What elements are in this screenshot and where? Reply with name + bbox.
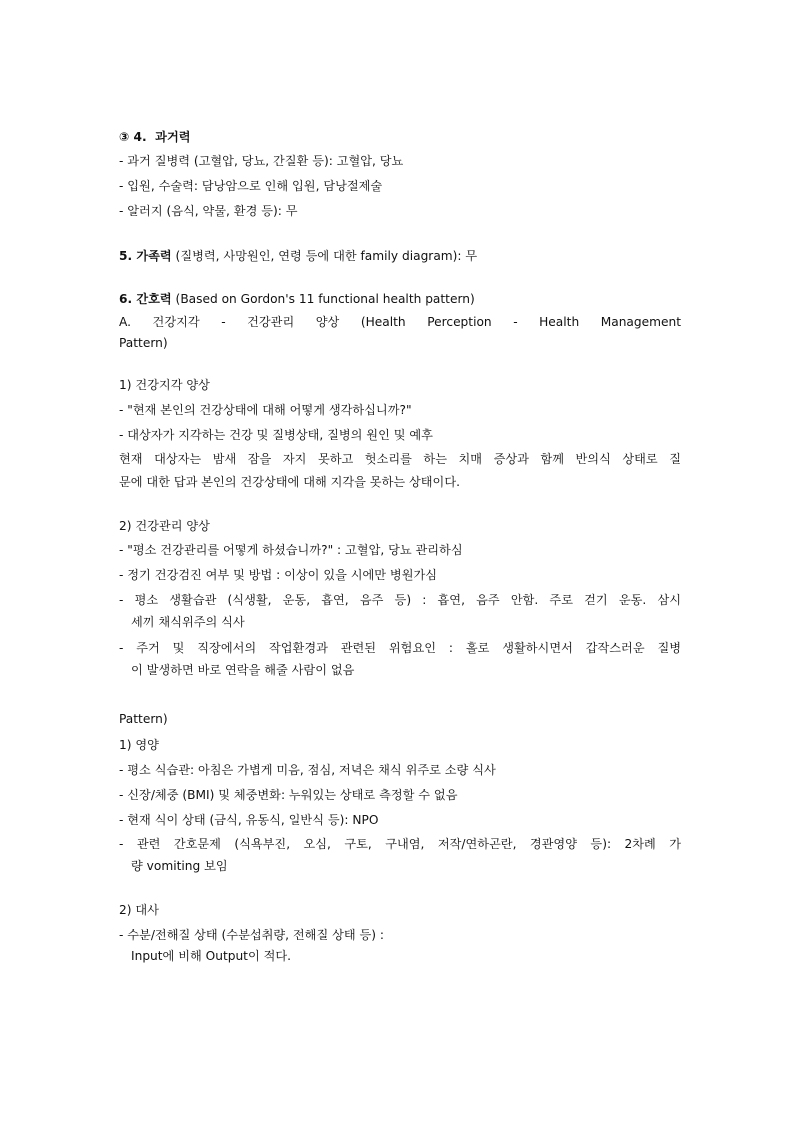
pattern-subtitle: A. 건강지각 - 건강관리 양상 (Health Perception - Health Management bbox=[119, 315, 681, 329]
nutrition-item: - 관련 간호문제 (식욕부진, 오심, 구토, 구내염, 저작/연하곤란, 경관영양 등): 2차례 가 bbox=[119, 837, 681, 851]
past-history-heading bbox=[119, 129, 191, 145]
management-item: - "평소 건강관리를 어떻게 하셨습니까?" : 고혈압, 당뇨 관리하심 bbox=[119, 543, 463, 557]
past-history-item: - 입원, 수술력: 담낭암으로 인해 입원, 담낭절제술 bbox=[119, 179, 383, 193]
heading-rest: (질병력, 사망원인, 연령 등에 대한 family diagram): 무 bbox=[171, 249, 478, 263]
nutrition-pattern-label: Pattern) bbox=[119, 712, 168, 726]
past-history-item: - 과거 질병력 (고혈압, 당뇨, 간질환 등): 고혈압, 당뇨 bbox=[119, 154, 404, 168]
heading-label: 5. 가족력 bbox=[119, 249, 172, 263]
perception-item: - 대상자가 지각하는 건강 및 질병상태, 질병의 원인 및 예후 bbox=[119, 428, 433, 442]
past-history-item: - 알러지 (음식, 약물, 환경 등): 무 bbox=[119, 204, 298, 218]
heading-label: 6. 간호력 bbox=[119, 292, 172, 306]
nursing-history-heading bbox=[119, 291, 475, 307]
metabolism-item: - 수분/전해질 상태 (수분섭취량, 전해질 상태 등) : bbox=[119, 928, 385, 942]
management-item: - 평소 생활습관 (식생활, 운동, 흡연, 음주 등) : 흡연, 음주 안함. 주로 걷기 운동. 삼시 bbox=[119, 593, 681, 607]
management-item-cont: 이 발생하면 바로 연락을 해줄 사람이 없음 bbox=[131, 663, 355, 677]
heading-rest: (Based on Gordon's 11 functional health pattern) bbox=[171, 292, 475, 306]
family-history-heading bbox=[119, 248, 477, 264]
metabolism-item-value: Input에 비해 Output이 적다. bbox=[131, 949, 292, 963]
metabolism-title: 2) 대사 bbox=[119, 903, 159, 917]
nutrition-item: - 신장/체중 (BMI) 및 체중변화: 누워있는 상태로 측정할 수 없음 bbox=[119, 788, 458, 802]
nutrition-item: - 현재 식이 상태 (금식, 유동식, 일반식 등): NPO bbox=[119, 813, 379, 827]
management-item-cont: 세끼 채식위주의 식사 bbox=[131, 615, 245, 629]
perception-paragraph-cont: 문에 대한 답과 본인의 건강상태에 대해 지각을 못하는 상태이다. bbox=[119, 475, 460, 489]
perception-item: - "현재 본인의 건강상태에 대해 어떻게 생각하십니까?" bbox=[119, 403, 412, 417]
management-item: - 정기 건강검진 여부 및 방법 : 이상이 있을 시에만 병원가심 bbox=[119, 568, 438, 582]
heading-label: 과거력 bbox=[155, 130, 191, 144]
nutrition-item: - 평소 식습관: 아침은 가볍게 미음, 점심, 저녁은 채식 위주로 소량 식사 bbox=[119, 763, 496, 777]
pattern-subtitle-cont: Pattern) bbox=[119, 336, 168, 350]
perception-title: 1) 건강지각 양상 bbox=[119, 378, 210, 392]
nutrition-title: 1) 영양 bbox=[119, 738, 159, 752]
nutrition-item-cont: 량 vomiting 보임 bbox=[131, 859, 228, 873]
management-title: 2) 건강관리 양상 bbox=[119, 519, 210, 533]
management-item: - 주거 및 직장에서의 작업환경과 관련된 위험요인 : 홀로 생활하시면서 갑작스러운 질병 bbox=[119, 641, 681, 655]
perception-paragraph: 현재 대상자는 밤새 잠을 자지 못하고 헛소리를 하는 치매 증상과 함께 반의식 상태로 질 bbox=[119, 452, 681, 466]
heading-marker: ③ 4. bbox=[119, 130, 147, 144]
